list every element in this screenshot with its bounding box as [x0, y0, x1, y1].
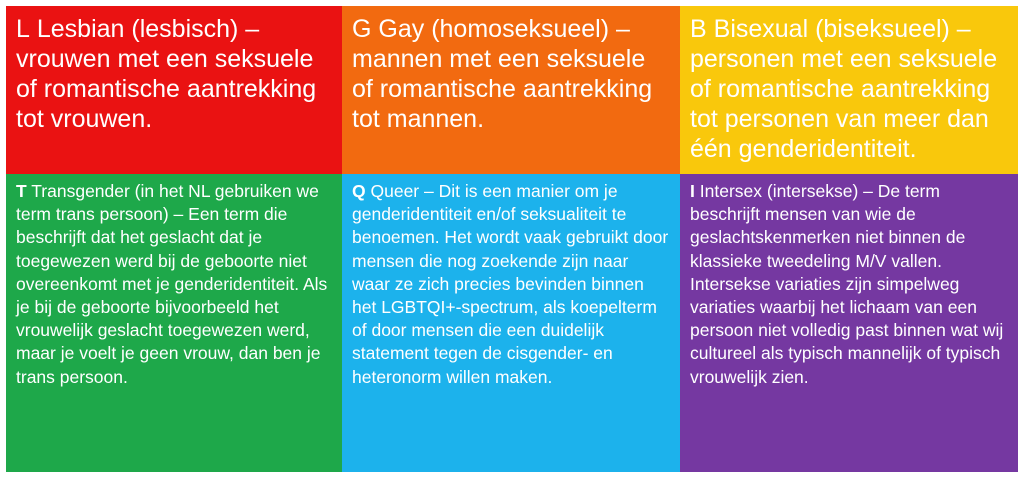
card-gay: [342, 6, 680, 174]
card-letter: I: [690, 181, 695, 201]
card-text: Intersex (intersekse) – De term beschrijft mensen van wie de geslachtskenmerken niet binnen de klassieke tweedeling M/V vallen. Intersekse variaties zijn simpelweg variaties waarbij het lichaam van een persoon niet volledig past binnen wat wij cultureel als typisch mannelijk of typisch vrouwelijk zien.: [690, 181, 1004, 387]
card-text: Bisexual (biseksueel) – personen met een seksuele of romantische aantrekking tot personen van meer dan één genderidentiteit.: [690, 15, 998, 163]
card-letter: G: [352, 15, 372, 43]
card-lesbian: [6, 6, 342, 174]
card-bisexual: [680, 6, 1018, 174]
card-transgender: [6, 174, 342, 472]
card-text: Queer – Dit is een manier om je genderidentiteit en/of seksualiteit te benoemen. Het wordt vaak gebruikt door mensen die nog zoekende zijn naar waar ze zich precies bevinden binnen het LGBTQI+-spectrum, als koepelterm of door mensen die een duidelijk statement tegen de cisgender- en heteronorm willen maken.: [352, 181, 669, 387]
lgbtqi-definitions-grid: [6, 6, 1018, 472]
card-intersex: [680, 174, 1018, 472]
card-text: Transgender (in het NL gebruiken we term trans persoon) – Een term die beschrijft dat het geslacht dat je toegewezen werd bij de geboorte niet overeenkomt met je genderidentiteit. Als je bij de geboorte bijvoorbeeld het vrouwelijk geslacht toegewezen werd, maar je voelt je geen vrouw, dan ben je trans persoon.: [16, 181, 328, 387]
card-queer: [342, 174, 680, 472]
card-letter: Q: [352, 181, 366, 201]
card-text: Lesbian (lesbisch) – vrouwen met een seksuele of romantische aantrekking tot vrouwen.: [16, 15, 317, 133]
card-letter: T: [16, 181, 27, 201]
card-letter: L: [16, 15, 30, 43]
card-text: Gay (homoseksueel) – mannen met een seksuele of romantische aantrekking tot mannen.: [352, 15, 653, 133]
card-letter: B: [690, 15, 707, 43]
